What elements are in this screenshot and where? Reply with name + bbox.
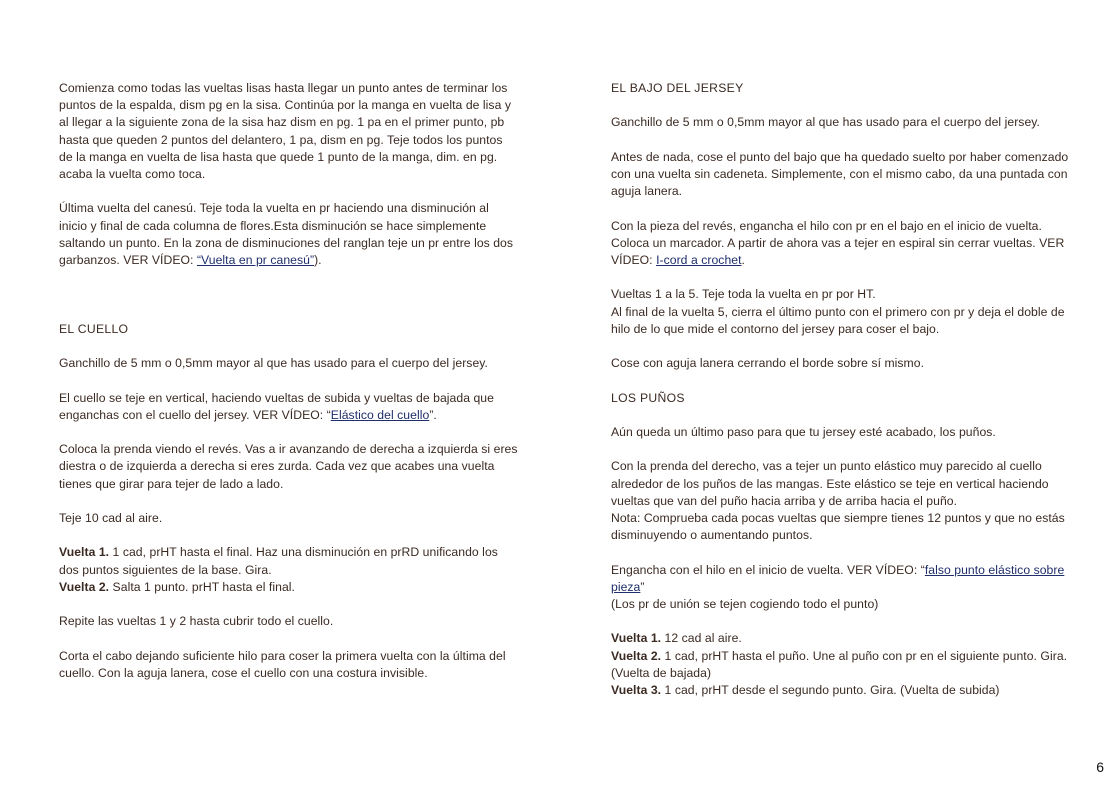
- paragraph: Ganchillo de 5 mm o 0,5mm mayor al que has usado para el cuerpo del jersey.: [59, 356, 488, 371]
- paragraph-text: Última vuelta del canesú. Teje toda la vuelta en pr haciendo una disminución al inicio y final de cada columna de flores.Esta disminución se hace simplemente saltando un punto. En la zona de disminuciones del ranglan teje un pr entre los dos garbanzos. VER VÍDEO:: [59, 201, 514, 268]
- paragraph-text: Con la pieza del revés, engancha el hilo con pr en el bajo en el inicio de vuelta. Coloca un marcador. A partir de ahora vas a tejer en espiral sin cerrar vueltas. VER VÍDEO:: [611, 218, 1065, 267]
- video-link[interactable]: “Vuelta en pr canesú”: [196, 253, 315, 268]
- paragraph-text: Engancha con el hilo en el inicio de vuelta. VER VÍDEO: “: [611, 562, 925, 577]
- note: Nota: Comprueba cada pocas vueltas que siempre tienes 12 puntos y que no estás disminuyendo o aumentando puntos.: [611, 510, 1065, 543]
- paragraph: Antes de nada, cose el punto del bajo que ha quedado suelto por haber comenzado con una vuelta sin cadeneta. Simplemente, con el mismo cabo, da una puntada con aguja lanera.: [611, 149, 1069, 199]
- paragraph: Repite las vueltas 1 y 2 hasta cubrir todo el cuello.: [59, 614, 334, 629]
- paragraph: Corta el cabo dejando suficiente hilo para coser la primera vuelta con la última del cuello. Con la aguja lanera, cose el cuello con una costura invisible.: [59, 648, 506, 680]
- paragraph-text: ”: [640, 579, 645, 594]
- paragraph: Comienza como todas las vueltas lisas hasta llegar un punto antes de terminar los puntos de la espalda, dism pg en la sisa. Continúa por la manga en vuelta de lisa y al llegar a la siguiente zona de la sisa haz dism en pg. 1 pa en el primer punto, pb hasta que queden 2 puntos del delantero, 1 pa, dism en pg. Teje todos los puntos de la manga en vuelta de lisa hasta que quede 1 punto de la manga, dim. en pg. acaba la vuelta como toca.: [59, 81, 511, 182]
- paragraph: Aún queda un último paso para que tu jersey esté acabado, los puños.: [611, 424, 996, 439]
- row-text: 1 cad, prHT hasta el final. Haz una disminución en prRD unificando los dos puntos siguientes de la base. Gira.: [59, 545, 498, 577]
- paragraph: Ganchillo de 5 mm o 0,5mm mayor al que has usado para el cuerpo del jersey.: [611, 115, 1040, 130]
- page-number: 6: [1096, 759, 1104, 775]
- row-text: 1 cad, prHT desde el segundo punto. Gira. (Vuelta de subida): [661, 682, 1000, 697]
- row-instruction: [611, 630, 1071, 647]
- row-label: Vuelta 2.: [59, 579, 110, 594]
- section-heading-punos: LOS PUÑOS: [611, 390, 685, 405]
- section-heading-bajo: EL BAJO DEL JERSEY: [611, 81, 744, 95]
- row-label: Vuelta 3.: [611, 682, 662, 697]
- paragraph-text: ).: [314, 253, 322, 268]
- paragraph: [611, 218, 1071, 270]
- row-instruction: [611, 682, 1071, 699]
- video-link[interactable]: I-cord a crochet: [656, 252, 742, 267]
- row-text: 12 cad al aire.: [661, 631, 742, 646]
- right-column: [611, 80, 1071, 699]
- paragraph: Al final de la vuelta 5, cierra el último punto con el primero con pr y deja el doble de hilo de lo que mide el contorno del jersey para coser el bajo.: [611, 304, 1065, 336]
- paragraph: [611, 562, 1071, 596]
- paragraph: (Los pr de unión se tejen cogiendo todo el punto): [611, 596, 879, 611]
- video-link[interactable]: falso punto elástico sobre pieza: [611, 562, 1065, 594]
- row-text: Salta 1 punto. prHT hasta el final.: [109, 579, 295, 594]
- row-instruction: [59, 579, 519, 596]
- row-instruction: [59, 544, 519, 578]
- row-label: Vuelta 1.: [59, 545, 110, 560]
- paragraph: Vueltas 1 a la 5. Teje toda la vuelta en pr por HT.: [611, 287, 876, 302]
- row-text: 1 cad, prHT hasta el puño. Une al puño con pr en el siguiente punto. Gira. (Vuelta de bajada): [611, 648, 1068, 680]
- paragraph: [59, 390, 519, 424]
- paragraph: Cose con aguja lanera cerrando el borde sobre sí mismo.: [611, 356, 925, 371]
- paragraph: Con la prenda del derecho, vas a tejer un punto elástico muy parecido al cuello alrededor de los puños de las mangas. Este elástico se teje en vertical haciendo vueltas que van del puño hacia arriba y de arriba hacia el puño.: [611, 459, 1049, 508]
- row-instruction: [611, 648, 1071, 682]
- row-label: Vuelta 2.: [611, 648, 662, 663]
- paragraph-text: El cuello se teje en vertical, haciendo vueltas de subida y vueltas de bajada que enganchas con el cuello del jersey. VER VÍDEO: “: [59, 390, 494, 422]
- paragraph: [59, 200, 519, 269]
- left-column: [59, 80, 519, 699]
- paragraph-text: .: [741, 252, 745, 267]
- section-heading-cuello: EL CUELLO: [59, 321, 129, 336]
- row-label: Vuelta 1.: [611, 631, 662, 646]
- video-link[interactable]: Elástico del cuello: [330, 407, 430, 422]
- paragraph: Teje 10 cad al aire.: [59, 510, 163, 525]
- paragraph-text: ”.: [429, 407, 437, 422]
- paragraph: Coloca la prenda viendo el revés. Vas a ir avanzando de derecha a izquierda si eres diestra o de izquierda a derecha si eres zurda. Cada vez que acabes una vuelta tienes que girar para tejer de lado a lado.: [59, 442, 518, 491]
